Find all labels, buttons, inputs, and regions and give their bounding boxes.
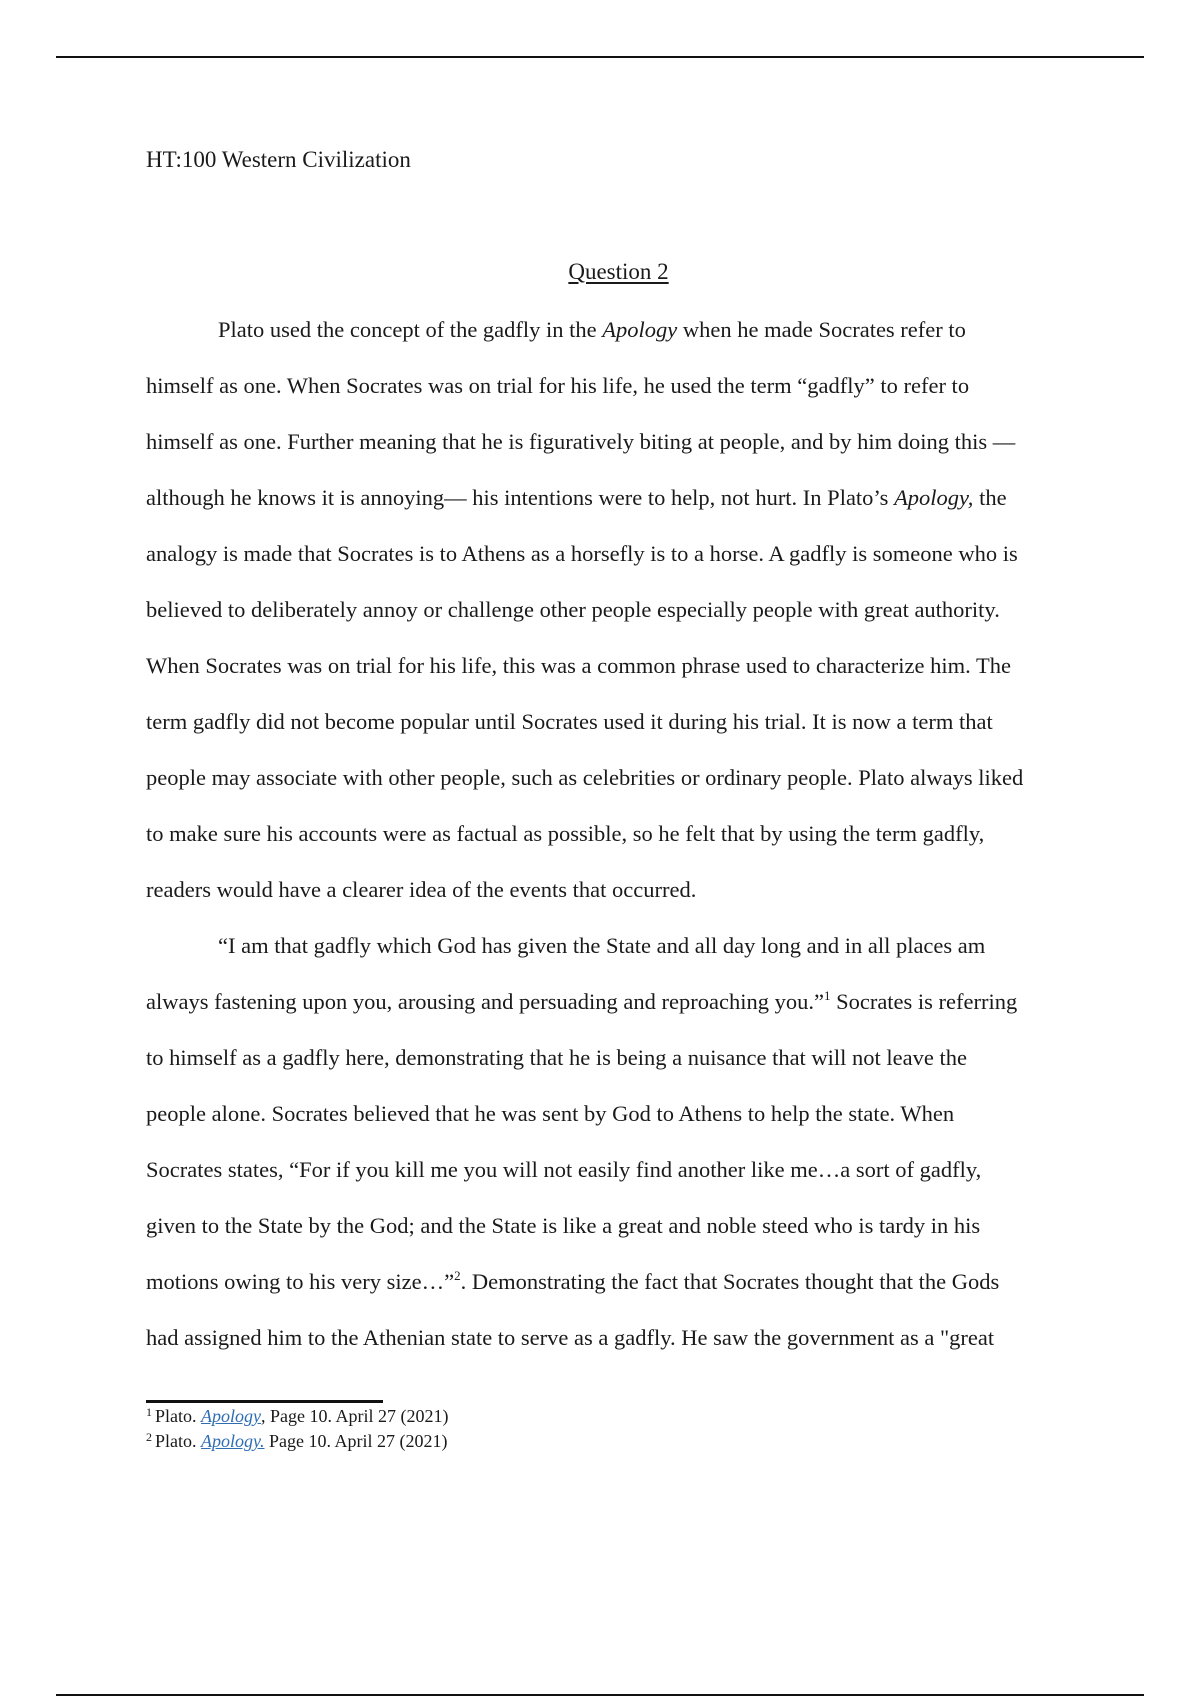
course-heading: HT:100 Western Civilization [146,147,411,172]
footnote-author: Plato. [155,1431,202,1451]
paragraph-1-line: himself as one. Further meaning that he is figuratively biting at people, and by him doing this — [146,429,1016,454]
text-run: always fastening upon you, arousing and persuading and reproaching you.” [146,989,824,1014]
top-rule [56,56,1144,58]
italic-title-apology: Apology, [894,485,974,510]
bottom-rule [56,1694,1144,1696]
paragraph-1-line: himself as one. When Socrates was on trial for his life, he used the term “gadfly” to refer to [146,373,970,398]
paragraph-2-line: “I am that gadfly which God has given the State and all day long and in all places am [218,933,986,958]
paragraph-1 [146,302,1091,918]
text-run: . Demonstrating the fact that Socrates thought that the Gods [460,1269,1000,1294]
text-run: the [973,485,1007,510]
footnote-ref-2[interactable]: 2 [454,1268,461,1283]
footnote-link[interactable]: Apology [201,1406,262,1426]
paragraph-2-line: had assigned him to the Athenian state to serve as a gadfly. He saw the government as a "great [146,1325,995,1350]
paragraph-2-line: Socrates states, “For if you kill me you will not easily find another like me…a sort of gadfly, [146,1157,982,1182]
paragraph-1-line: readers would have a clearer idea of the events that occurred. [146,877,697,902]
footnotes [146,1404,846,1454]
paragraph-2-line: to himself as a gadfly here, demonstrating that he is being a nuisance that will not leave the [146,1045,968,1070]
footnote-2 [146,1429,846,1454]
paragraph-1-line: analogy is made that Socrates is to Athens as a horsefly is to a horse. A gadfly is someone who is [146,541,1018,566]
paragraph-2-line: given to the State by the God; and the State is like a great and noble steed who is tardy in his [146,1213,981,1238]
italic-title-apology: Apology [602,317,678,342]
text-run: Socrates is referring [830,989,1018,1014]
essay-body [146,302,1091,1366]
question-title [146,252,1091,292]
footnote-link[interactable]: Apology. [201,1431,265,1451]
paragraph-1-line: believed to deliberately annoy or challenge other people especially people with great authority. [146,597,1000,622]
paragraph-1-line [146,470,1091,526]
paragraph-1-line: term gadfly did not become popular until Socrates used it during his trial. It is now a term that [146,709,993,734]
paragraph-2-line [146,974,1091,1030]
footnote-ref-1[interactable]: 1 [823,988,831,1003]
paragraph-1-line: to make sure his accounts were as factual as possible, so he felt that by using the term gadfly, [146,821,985,846]
footnote-details: , Page 10. April 27 (2021) [261,1406,449,1426]
text-run: although he knows it is annoying— his intentions were to help, not hurt. In Plato’s [146,485,895,510]
paragraph-1-line [146,302,1091,358]
text-run: when he made Socrates refer to [677,317,966,342]
question-title-text: Question 2 [568,259,669,284]
paragraph-1-line: people may associate with other people, such as celebrities or ordinary people. Plato always liked [146,765,1024,790]
footnote-number: 1 [146,1405,152,1419]
document-page [146,140,1091,1366]
text-run: Plato used the concept of the gadfly in the [218,317,603,342]
footnote-details: Page 10. April 27 (2021) [264,1431,448,1451]
paragraph-1-line: When Socrates was on trial for his life, this was a common phrase used to characterize him. The [146,653,1011,678]
paragraph-2 [146,918,1091,1366]
paragraph-2-line [146,1254,1091,1310]
text-run: motions owing to his very size…” [146,1269,455,1294]
footnote-1 [146,1404,846,1429]
footnote-separator [146,1400,383,1403]
footnote-author: Plato. [155,1406,202,1426]
paragraph-2-line: people alone. Socrates believed that he was sent by God to Athens to help the state. When [146,1101,955,1126]
footnote-number: 2 [146,1430,152,1444]
